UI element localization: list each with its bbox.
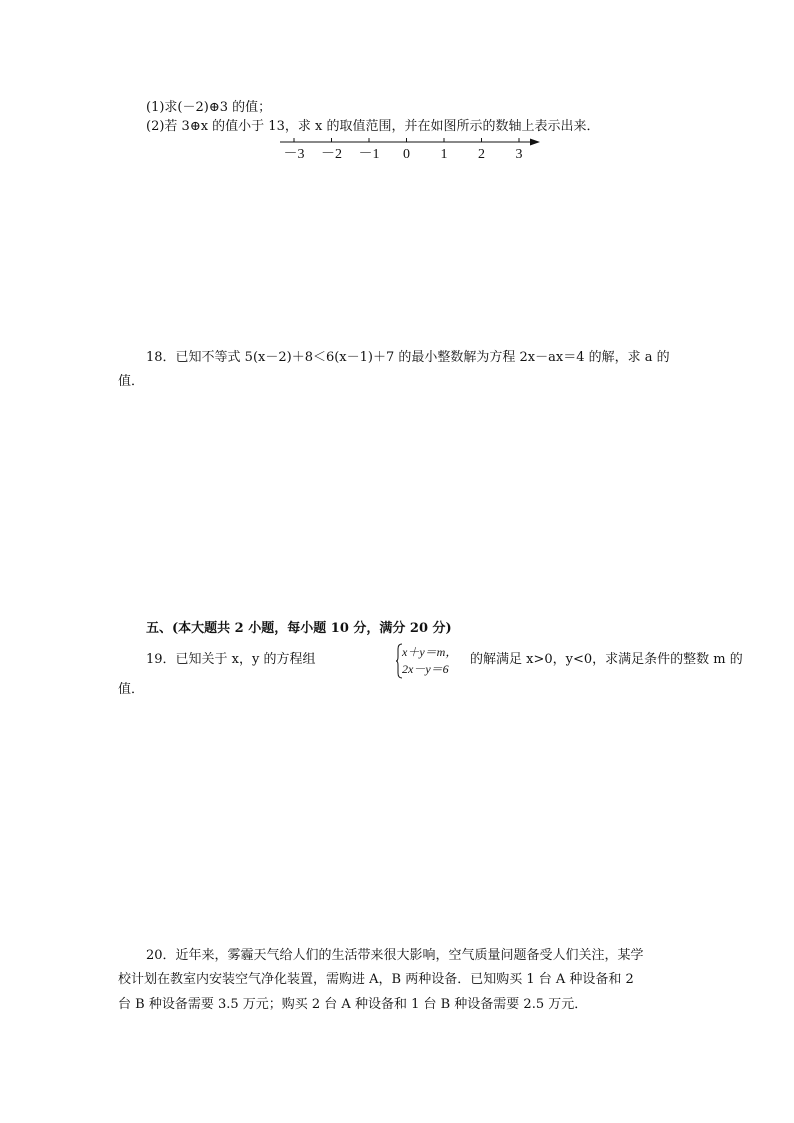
number-line-arrow [530,139,540,146]
q18-line1: 18．已知不等式 5(x－2)＋8＜6(x－1)＋7 的最小整数解为方程 2x－ax＝4 的解，求 a 的 [146,350,670,365]
q20-line2: 校计划在教室内安装空气净化装置，需购进 A，B 两种设备．已知购买 1 台 A 种设备和 2 [118,972,634,987]
section-5-title: 五、(本大题共 2 小题，每小题 10 分，满分 20 分) [146,621,452,636]
equation-2: 2x－y＝6 [402,662,449,676]
number-line-tick-label: 1 [440,147,448,162]
number-line-tick-label: 2 [478,147,485,162]
number-line-tick-label: －3 [283,147,305,162]
q20-line3: 台 B 种设备需要 3.5 万元；购买 2 台 A 种设备和 1 台 B 种设备需要 2.5 万元． [118,997,588,1012]
equation-system [396,643,468,679]
equation-1: x＋y＝m， [402,645,458,659]
q19-prefix: 19．已知关于 x，y 的方程组 [146,652,316,667]
number-line-tick-label: －2 [321,147,342,162]
q19-suffix: 的解满足 x>0，y<0，求满足条件的整数 m 的 [470,652,743,667]
q17-part2: (2)若 3⊕x 的值小于 13，求 x 的取值范围，并在如图所示的数轴上表示出来． [146,119,600,134]
number-line-tick-label: －1 [358,147,380,162]
q18-line2: 值． [118,374,145,389]
q17-part1: (1)求(－2)⊕3 的值； [146,100,272,115]
number-line-tick-label: 3 [515,147,523,162]
q19-line2: 值． [118,682,145,697]
number-line-tick-label: 0 [403,147,410,162]
number-line [278,134,548,164]
q20-line1: 20．近年来，雾霾天气给人们的生活带来很大影响，空气质量问题备受人们关注，某学 [146,948,644,963]
